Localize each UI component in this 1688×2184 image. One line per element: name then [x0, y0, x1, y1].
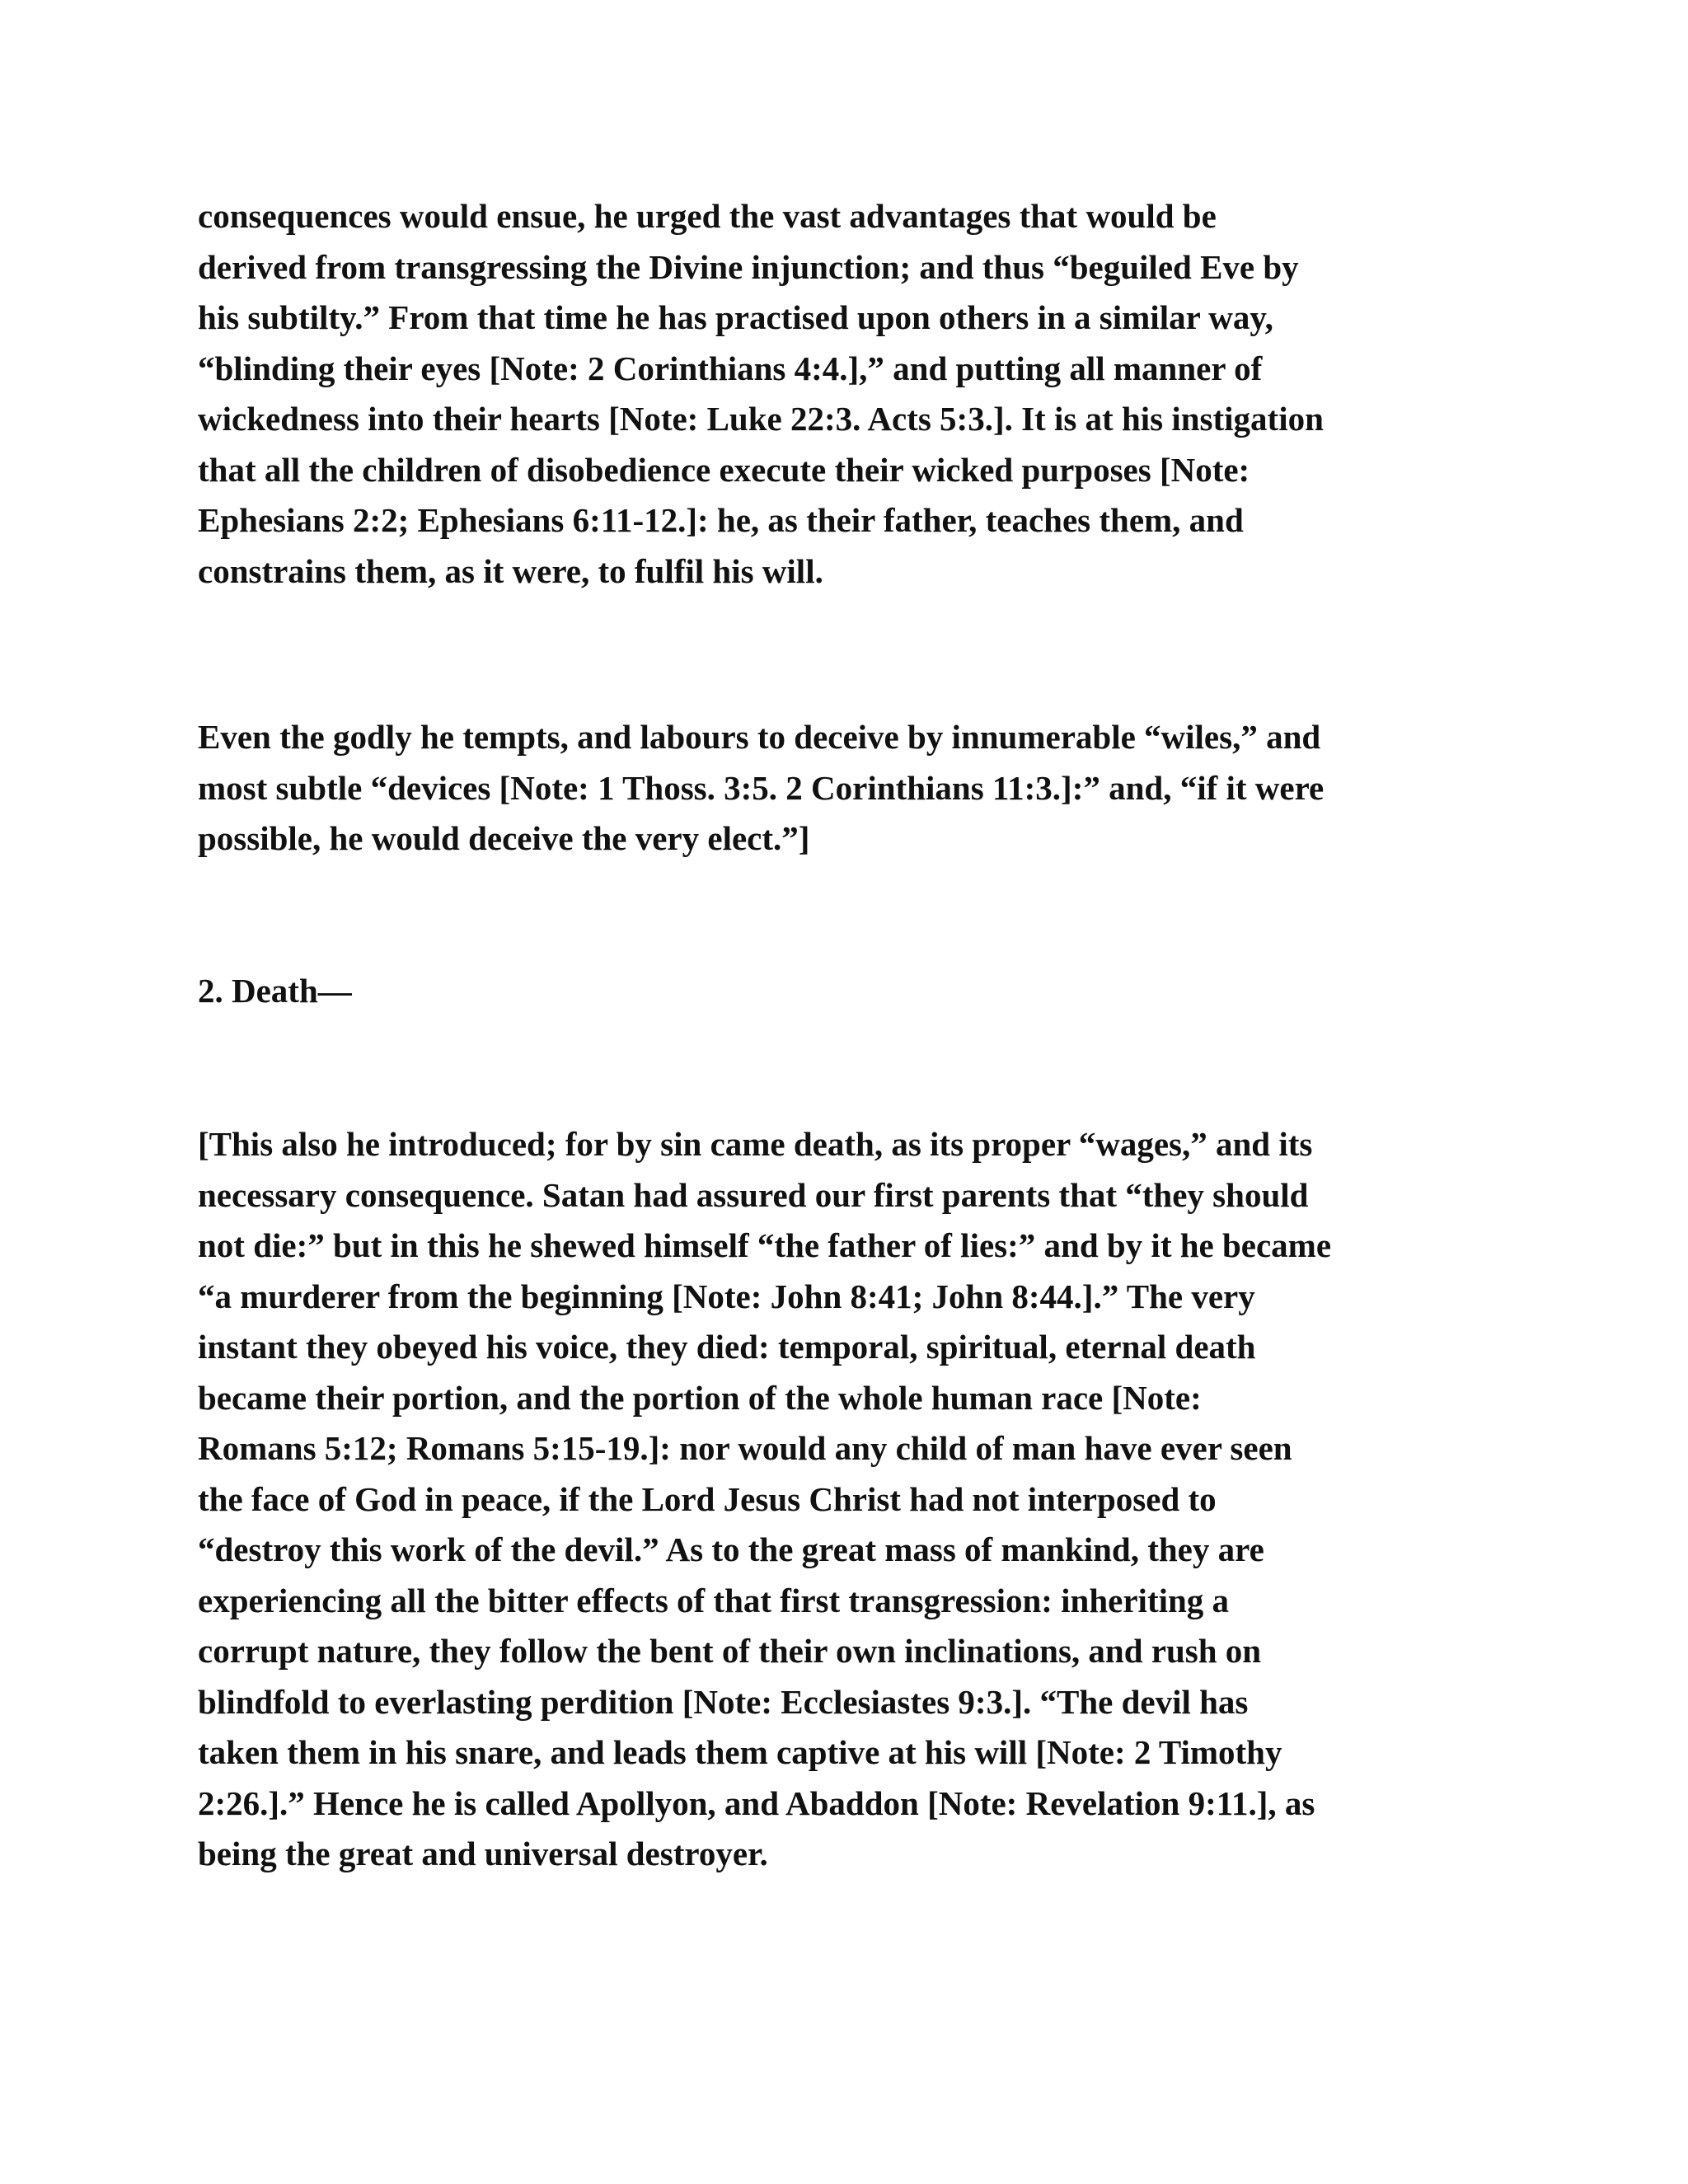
- section-heading-death: 2. Death—: [198, 972, 352, 1010]
- paragraph-death-introduced: [This also he introduced; for by sin came death, as its proper “wages,” and its necessary consequence. Satan had assured our first parents that “they should not die:” but in this he shewed himself “the father of lies:” and by it he became “a murderer from the beginning [Note: John 8:41; John 8:44.].” The very instant they obeyed his voice, they died: temporal, spiritual, eternal death became their portion, and the portion of the whole human race [Note: Romans 5:12; Romans 5:15-19.]: nor would any child of man have ever seen the face of God in peace, if the Lord Jesus Christ had not interposed to “destroy this work of the devil.” As to the great mass of mankind, they are experiencing all the bitter effects of that first transgression: inheriting a corrupt nature, they follow the bent of their own inclinations, and rush on blindfold to everlasting perdition [Note: Ecclesiastes 9:3.]. “The devil has taken them in his snare, and leads them captive at his will [Note: 2 Timothy 2:26.].” Hence he is called Apollyon, and Abaddon [Note: Revelation 9:11.], as being the great and universal destroyer.: [198, 1125, 1332, 1872]
- paragraph-consequences: consequences would ensue, he urged the vast advantages that would be derived from transgressing the Divine injunction; and thus “beguiled Eve by his subtilty.” From that time he has practised upon others in a similar way, “blinding their eyes [Note: 2 Corinthians 4:4.],” and putting all manner of wickedness into their hearts [Note: Luke 22:3. Acts 5:3.]. It is at his instigation that all the children of disobedience execute their wicked purposes [Note: Ephesians 2:2; Ephesians 6:11-12.]: he, as their father, teaches them, and constrains them, as it were, to fulfil his will.: [198, 197, 1324, 590]
- paragraph-godly-tempted: Even the godly he tempts, and labours to deceive by innumerable “wiles,” and most subtle “devices [Note: 1 Thoss. 3:5. 2 Corinthians 11:3.]:” and, “if it were possible, he would deceive the very elect.”]: [198, 718, 1325, 857]
